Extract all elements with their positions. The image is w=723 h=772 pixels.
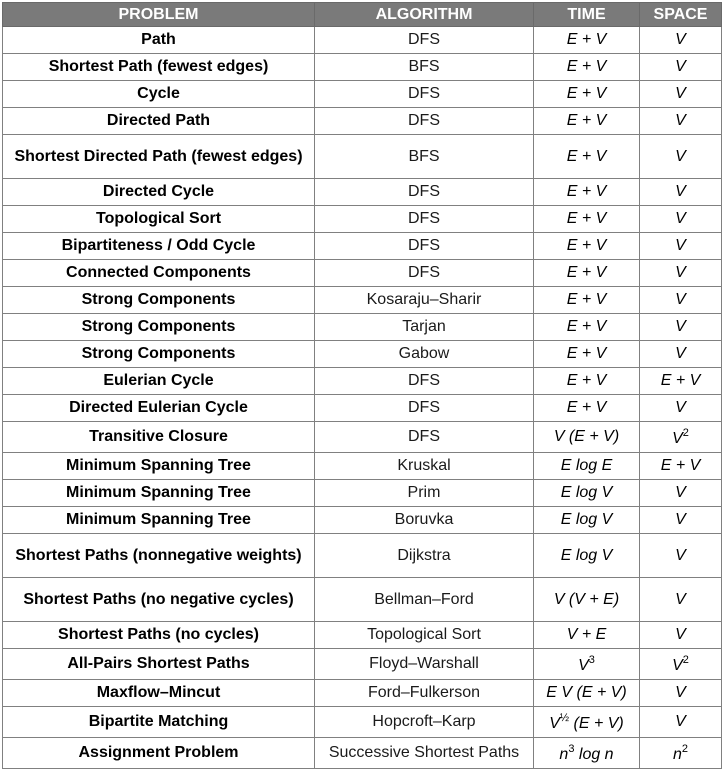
problem-cell: Path — [3, 27, 315, 54]
time-cell: E + V — [534, 81, 640, 108]
table-row — [3, 314, 722, 341]
table-row — [3, 534, 722, 578]
algorithm-cell: Kosaraju–Sharir — [315, 287, 534, 314]
problem-cell: Strong Components — [3, 287, 315, 314]
space-cell: V — [640, 707, 722, 738]
header-time: TIME — [534, 3, 640, 27]
space-cell: $V^2$ — [640, 422, 722, 453]
table-row — [3, 341, 722, 368]
problem-cell: Eulerian Cycle — [3, 368, 315, 395]
time-cell: V (E + V) — [534, 422, 640, 453]
table-row — [3, 707, 722, 738]
table-row — [3, 578, 722, 622]
problem-cell: Strong Components — [3, 341, 315, 368]
header-algorithm: ALGORITHM — [315, 3, 534, 27]
time-cell: E + V — [534, 206, 640, 233]
time-cell: E + V — [534, 233, 640, 260]
problem-cell: Maxflow–Mincut — [3, 680, 315, 707]
algorithm-cell: DFS — [315, 206, 534, 233]
algorithm-cell: Dijkstra — [315, 534, 534, 578]
problem-cell: Bipartiteness / Odd Cycle — [3, 233, 315, 260]
space-cell: V — [640, 108, 722, 135]
space-cell: V — [640, 27, 722, 54]
problem-cell: Transitive Closure — [3, 422, 315, 453]
algorithm-cell: BFS — [315, 135, 534, 179]
time-cell: E + V — [534, 341, 640, 368]
algorithm-cell: Prim — [315, 480, 534, 507]
header-space: SPACE — [640, 3, 722, 27]
space-cell: V — [640, 314, 722, 341]
space-cell: $n^2$ — [640, 738, 722, 769]
space-cell: V — [640, 135, 722, 179]
table-body — [3, 27, 722, 769]
problem-cell: Minimum Spanning Tree — [3, 480, 315, 507]
time-cell: E + V — [534, 179, 640, 206]
algorithm-cell: Bellman–Ford — [315, 578, 534, 622]
time-cell: E + V — [534, 287, 640, 314]
table-row — [3, 680, 722, 707]
problem-cell: Shortest Paths (nonnegative weights) — [3, 534, 315, 578]
algorithm-cell: DFS — [315, 81, 534, 108]
table-row — [3, 54, 722, 81]
algorithm-cell: Successive Shortest Paths — [315, 738, 534, 769]
table-row — [3, 287, 722, 314]
time-cell: $V^3$ — [534, 649, 640, 680]
table-row — [3, 27, 722, 54]
table-row — [3, 649, 722, 680]
time-cell: E + V — [534, 135, 640, 179]
space-cell: V — [640, 578, 722, 622]
algorithm-cell: Kruskal — [315, 453, 534, 480]
problem-cell: Directed Path — [3, 108, 315, 135]
space-cell: V — [640, 680, 722, 707]
table-row — [3, 260, 722, 287]
space-cell: V — [640, 287, 722, 314]
space-cell: V — [640, 534, 722, 578]
time-cell: E + V — [534, 27, 640, 54]
problem-cell: Directed Cycle — [3, 179, 315, 206]
time-cell: E log E — [534, 453, 640, 480]
problem-cell: Directed Eulerian Cycle — [3, 395, 315, 422]
time-cell: E + V — [534, 108, 640, 135]
problem-cell: Shortest Directed Path (fewest edges) — [3, 135, 315, 179]
problem-cell: Shortest Paths (no cycles) — [3, 622, 315, 649]
table-row — [3, 233, 722, 260]
time-cell: E + V — [534, 368, 640, 395]
table-row — [3, 622, 722, 649]
space-cell: V — [640, 341, 722, 368]
space-cell: E + V — [640, 453, 722, 480]
problem-cell: Connected Components — [3, 260, 315, 287]
table-row — [3, 108, 722, 135]
space-cell: V — [640, 480, 722, 507]
algorithm-cell: Gabow — [315, 341, 534, 368]
graph-algorithms-table — [2, 2, 722, 769]
header-problem: PROBLEM — [3, 3, 315, 27]
algorithm-cell: DFS — [315, 395, 534, 422]
space-cell: V — [640, 233, 722, 260]
time-cell: V (V + E) — [534, 578, 640, 622]
space-cell: V — [640, 260, 722, 287]
time-cell: E V (E + V) — [534, 680, 640, 707]
table-row — [3, 480, 722, 507]
space-cell: V — [640, 54, 722, 81]
algorithm-cell: BFS — [315, 54, 534, 81]
time-cell: $n^3$ log n — [534, 738, 640, 769]
table-row — [3, 368, 722, 395]
space-cell: V — [640, 81, 722, 108]
time-cell: V + E — [534, 622, 640, 649]
space-cell: V — [640, 206, 722, 233]
algorithm-cell: Ford–Fulkerson — [315, 680, 534, 707]
table-row — [3, 135, 722, 179]
algorithm-cell: Topological Sort — [315, 622, 534, 649]
problem-cell: Cycle — [3, 81, 315, 108]
table-row — [3, 179, 722, 206]
problem-cell: Minimum Spanning Tree — [3, 453, 315, 480]
algorithm-cell: Hopcroft–Karp — [315, 707, 534, 738]
time-cell: E + V — [534, 395, 640, 422]
algorithm-cell: DFS — [315, 179, 534, 206]
table-row — [3, 422, 722, 453]
algorithm-cell: DFS — [315, 108, 534, 135]
time-cell: E log V — [534, 480, 640, 507]
space-cell: V — [640, 179, 722, 206]
table-row — [3, 81, 722, 108]
problem-cell: Assignment Problem — [3, 738, 315, 769]
algorithm-cell: Floyd–Warshall — [315, 649, 534, 680]
problem-cell: All-Pairs Shortest Paths — [3, 649, 315, 680]
time-cell: E + V — [534, 260, 640, 287]
problem-cell: Shortest Path (fewest edges) — [3, 54, 315, 81]
problem-cell: Shortest Paths (no negative cycles) — [3, 578, 315, 622]
table-row — [3, 395, 722, 422]
table-row — [3, 453, 722, 480]
time-cell: E log V — [534, 507, 640, 534]
problem-cell: Bipartite Matching — [3, 707, 315, 738]
time-cell: E log V — [534, 534, 640, 578]
time-cell: E + V — [534, 314, 640, 341]
time-cell: E + V — [534, 54, 640, 81]
algorithm-cell: Tarjan — [315, 314, 534, 341]
problem-cell: Topological Sort — [3, 206, 315, 233]
algorithm-cell: DFS — [315, 368, 534, 395]
table-row — [3, 507, 722, 534]
time-cell: $V^{\frac{1}{2}}$ (E + V) — [534, 707, 640, 738]
space-cell: V — [640, 622, 722, 649]
algorithm-cell: DFS — [315, 260, 534, 287]
table-row — [3, 738, 722, 769]
header-row — [3, 3, 722, 27]
algorithm-cell: DFS — [315, 233, 534, 260]
table-row — [3, 206, 722, 233]
algorithm-cell: DFS — [315, 422, 534, 453]
space-cell: V — [640, 507, 722, 534]
algorithm-cell: DFS — [315, 27, 534, 54]
space-cell: E + V — [640, 368, 722, 395]
problem-cell: Minimum Spanning Tree — [3, 507, 315, 534]
space-cell: V — [640, 395, 722, 422]
space-cell: $V^2$ — [640, 649, 722, 680]
algorithm-cell: Boruvka — [315, 507, 534, 534]
problem-cell: Strong Components — [3, 314, 315, 341]
